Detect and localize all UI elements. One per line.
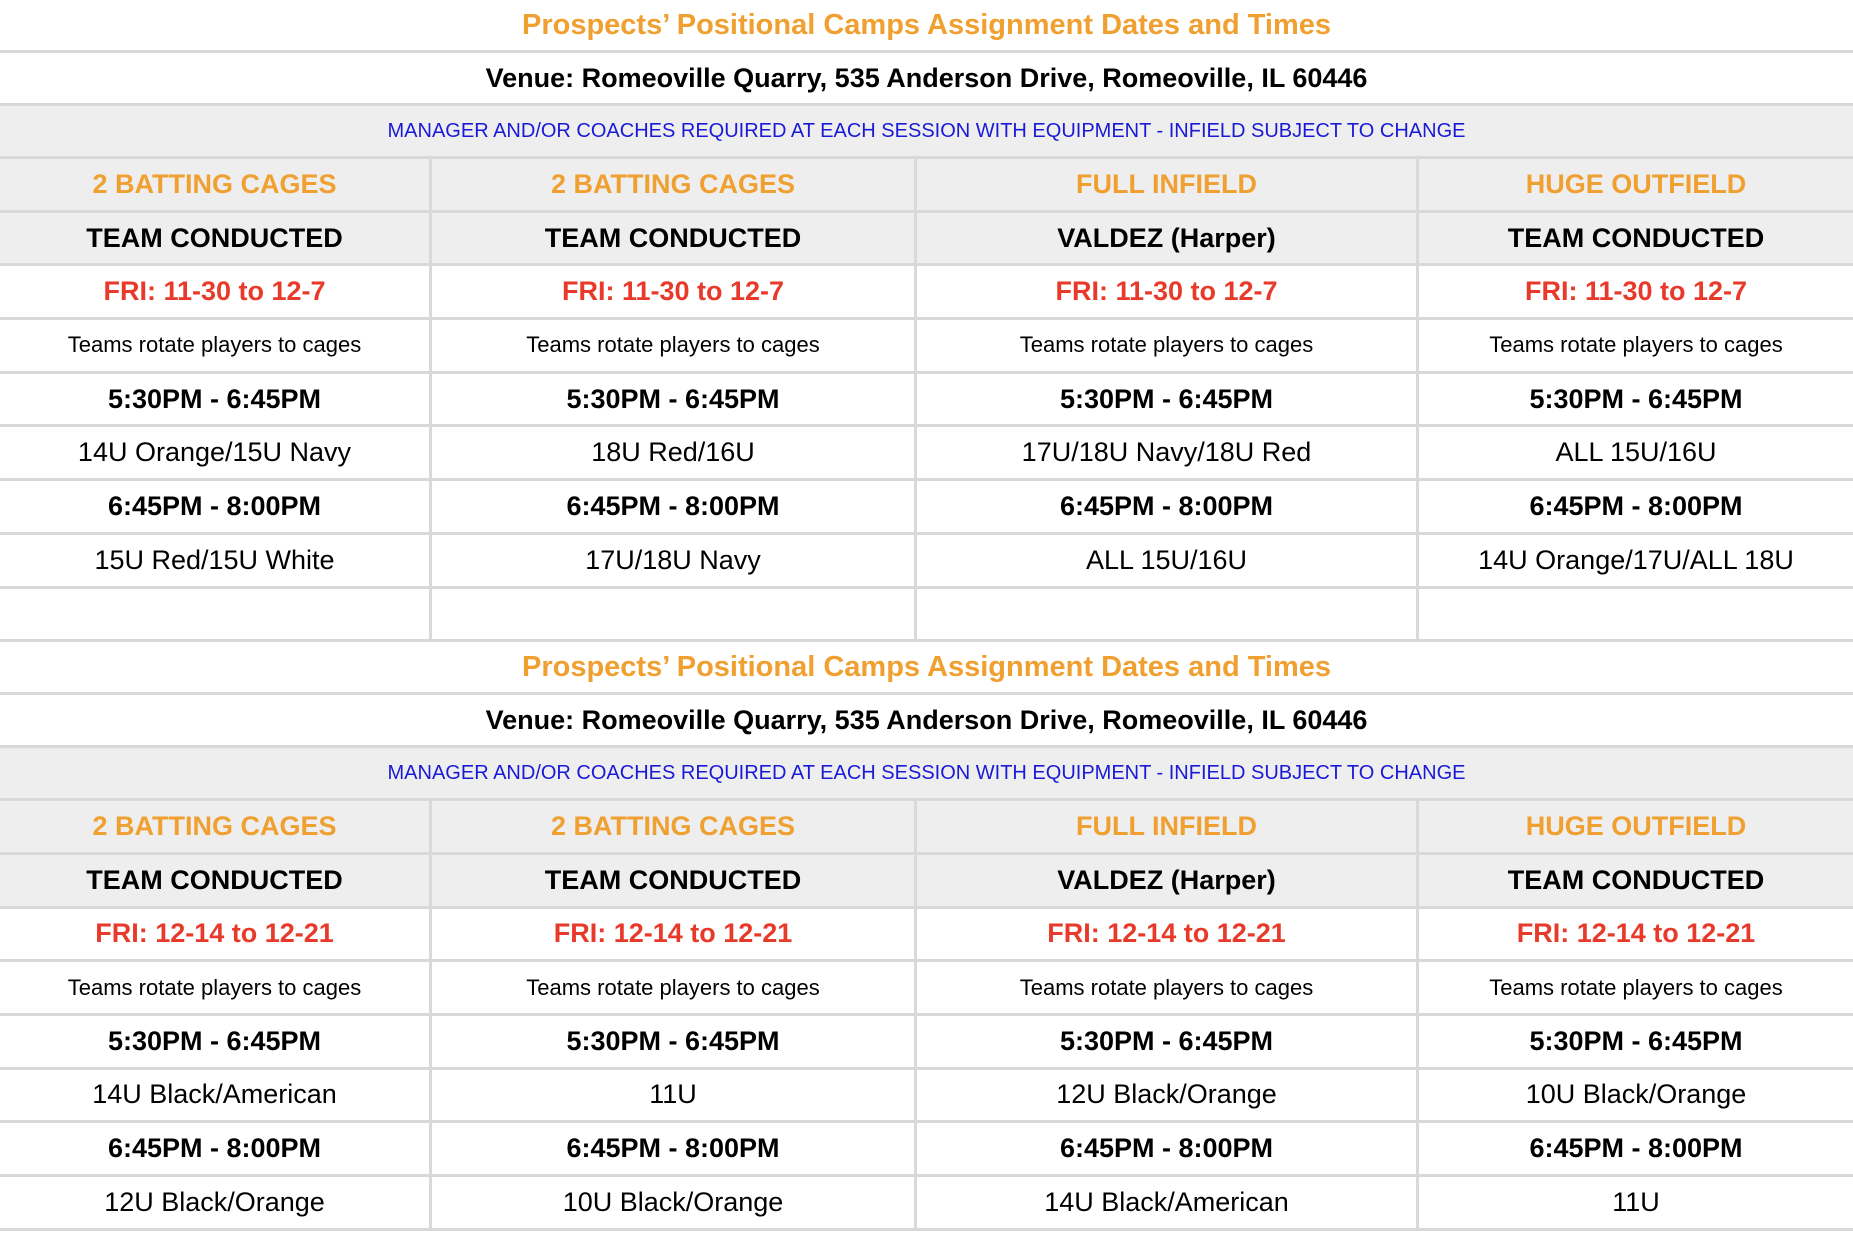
grid-row-teams1 <box>0 427 1853 481</box>
cell-teams2: 14U Black/American <box>917 1177 1419 1228</box>
cell-time1: 5:30PM - 6:45PM <box>432 374 917 425</box>
cell-coach: VALDEZ (Harper) <box>917 855 1419 906</box>
grid-row-time1 <box>0 374 1853 428</box>
grid-row-coach <box>0 213 1853 267</box>
cell-teams1: 10U Black/Orange <box>1525 1079 1747 1110</box>
cell-teams1: 12U Black/Orange <box>917 1070 1419 1121</box>
empty-cell <box>0 589 432 640</box>
cell-teams2: 14U Orange/17U/ALL 18U <box>1478 544 1794 575</box>
venue-line: Venue: Romeoville Quarry, 535 Anderson Drive, Romeoville, IL 60446 <box>0 53 1853 106</box>
venue-line: Venue: Romeoville Quarry, 535 Anderson Drive, Romeoville, IL 60446 <box>0 695 1853 748</box>
cell-area: 2 BATTING CAGES <box>0 801 432 852</box>
cell-time1: 5:30PM - 6:45PM <box>0 374 432 425</box>
cell-time2: 6:45PM - 8:00PM <box>1529 1133 1743 1164</box>
cell-time2: 6:45PM - 8:00PM <box>917 481 1419 532</box>
grid-row-teams2 <box>0 1177 1853 1231</box>
cell-time2: 6:45PM - 8:00PM <box>432 1123 917 1174</box>
grid-row-time1 <box>0 1016 1853 1070</box>
cell-time2: 6:45PM - 8:00PM <box>1529 490 1743 521</box>
cell-note: Teams rotate players to cages <box>0 962 432 1013</box>
cell-coach: TEAM CONDUCTED <box>0 855 432 906</box>
cell-coach: TEAM CONDUCTED <box>1507 222 1765 253</box>
grid-row-note <box>0 962 1853 1016</box>
cell-time2: 6:45PM - 8:00PM <box>917 1123 1419 1174</box>
grid-row-teams1 <box>0 1070 1853 1124</box>
cell-time1: 5:30PM - 6:45PM <box>1529 383 1743 414</box>
cell-teams1: 14U Black/American <box>0 1070 432 1121</box>
assignment-grid <box>0 801 1853 1231</box>
grid-row-time2 <box>0 481 1853 535</box>
cell-teams1: 18U Red/16U <box>432 427 917 478</box>
cell-coach: TEAM CONDUCTED <box>0 213 432 264</box>
grid-row-note <box>0 320 1853 374</box>
cell-coach: TEAM CONDUCTED <box>432 213 917 264</box>
grid-row-area <box>0 801 1853 855</box>
cell-time1: 5:30PM - 6:45PM <box>917 1016 1419 1067</box>
notice-line: MANAGER AND/OR COACHES REQUIRED AT EACH SESSION WITH EQUIPMENT - INFIELD SUBJECT TO CHANGE <box>0 748 1853 801</box>
cell-dates: FRI: 12-14 to 12-21 <box>917 909 1419 960</box>
cell-coach: VALDEZ (Harper) <box>917 213 1419 264</box>
cell-area: HUGE OUTFIELD <box>1525 168 1747 199</box>
empty-cell <box>917 589 1419 640</box>
cell-area: HUGE OUTFIELD <box>1525 811 1747 842</box>
cell-area: 2 BATTING CAGES <box>432 801 917 852</box>
cell-teams1: ALL 15U/16U <box>1555 437 1717 468</box>
assignment-grid <box>0 159 1853 642</box>
cell-note: Teams rotate players to cages <box>432 320 917 371</box>
cell-teams2: 11U <box>1612 1186 1660 1217</box>
cell-dates: FRI: 12-14 to 12-21 <box>0 909 432 960</box>
cell-dates: FRI: 11-30 to 12-7 <box>0 266 432 317</box>
cell-teams1: 17U/18U Navy/18U Red <box>917 427 1419 478</box>
cell-time1: 5:30PM - 6:45PM <box>917 374 1419 425</box>
cell-dates: FRI: 11-30 to 12-7 <box>917 266 1419 317</box>
cell-dates: FRI: 12-14 to 12-21 <box>432 909 917 960</box>
cell-coach: TEAM CONDUCTED <box>432 855 917 906</box>
cell-note: Teams rotate players to cages <box>432 962 917 1013</box>
grid-row-area <box>0 159 1853 213</box>
grid-row-dates <box>0 909 1853 963</box>
cell-dates: FRI: 11-30 to 12-7 <box>432 266 917 317</box>
cell-time2: 6:45PM - 8:00PM <box>432 481 917 532</box>
cell-time1: 5:30PM - 6:45PM <box>1529 1025 1743 1056</box>
cell-time1: 5:30PM - 6:45PM <box>0 1016 432 1067</box>
cell-note: Teams rotate players to cages <box>0 320 432 371</box>
cell-area: FULL INFIELD <box>917 159 1419 210</box>
grid-row-time2 <box>0 1123 1853 1177</box>
cell-area: 2 BATTING CAGES <box>0 159 432 210</box>
cell-teams2: 12U Black/Orange <box>0 1177 432 1228</box>
cell-time1: 5:30PM - 6:45PM <box>432 1016 917 1067</box>
cell-coach: TEAM CONDUCTED <box>1507 864 1765 895</box>
grid-row-dates <box>0 266 1853 320</box>
cell-teams2: 17U/18U Navy <box>432 535 917 586</box>
cell-teams2: 10U Black/Orange <box>432 1177 917 1228</box>
cell-teams2: ALL 15U/16U <box>917 535 1419 586</box>
cell-teams1: 11U <box>432 1070 917 1121</box>
cell-dates: FRI: 12-14 to 12-21 <box>1516 918 1756 949</box>
schedule-title: Prospects’ Positional Camps Assignment Dates and Times <box>0 642 1853 695</box>
empty-cell <box>432 589 917 640</box>
cell-note: Teams rotate players to cages <box>1489 974 1783 1000</box>
cell-note: Teams rotate players to cages <box>1489 332 1783 358</box>
cell-teams1: 14U Orange/15U Navy <box>0 427 432 478</box>
empty-cell <box>1419 589 1853 640</box>
cell-area: FULL INFIELD <box>917 801 1419 852</box>
cell-note: Teams rotate players to cages <box>917 962 1419 1013</box>
cell-teams2: 15U Red/15U White <box>0 535 432 586</box>
schedule-block <box>0 642 1853 1231</box>
grid-row-coach <box>0 855 1853 909</box>
cell-dates: FRI: 11-30 to 12-7 <box>1524 276 1748 307</box>
cell-time2: 6:45PM - 8:00PM <box>0 1123 432 1174</box>
cell-time2: 6:45PM - 8:00PM <box>0 481 432 532</box>
empty-row <box>0 589 1853 643</box>
schedule-title: Prospects’ Positional Camps Assignment Dates and Times <box>0 0 1853 53</box>
cell-note: Teams rotate players to cages <box>917 320 1419 371</box>
cell-area: 2 BATTING CAGES <box>432 159 917 210</box>
grid-row-teams2 <box>0 535 1853 589</box>
notice-line: MANAGER AND/OR COACHES REQUIRED AT EACH SESSION WITH EQUIPMENT - INFIELD SUBJECT TO CHANGE <box>0 106 1853 159</box>
